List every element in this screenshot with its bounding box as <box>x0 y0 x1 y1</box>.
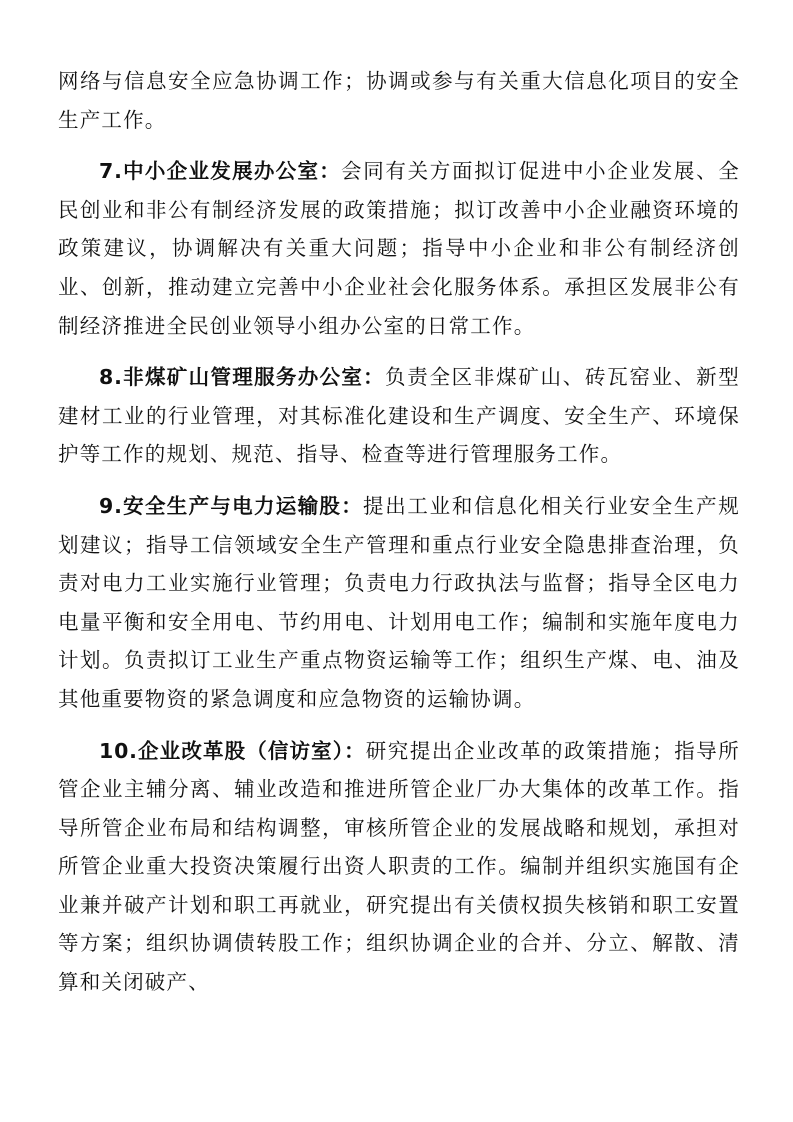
section-enterprise-reform <box>58 732 740 1002</box>
section-safety-power-transport <box>58 487 740 719</box>
section-body: 负责全区非煤矿山、砖瓦窑业、新型建材工业的行业管理，对其标准化建设和生产调度、安全生产、环境保护等工作的规划、规范、指导、检查等进行管理服务工作。 <box>58 365 740 467</box>
document-body <box>58 62 740 1015</box>
section-sme-office <box>58 152 740 345</box>
section-non-coal-mining-office <box>58 358 740 474</box>
section-title: 10.企业改革股（信访室）： <box>99 738 366 763</box>
section-title: 9.安全生产与电力运输股： <box>99 493 364 518</box>
section-title: 8.非煤矿山管理服务办公室： <box>99 365 385 390</box>
section-title: 7.中小企业发展办公室： <box>99 159 342 184</box>
section-body: 提出工业和信息化相关行业安全生产规划建议；指导工信领域安全生产管理和重点行业安全隐患排查治理，负责对电力工业实施行业管理；负责电力行政执法与监督；指导全区电力电量平衡和安全用电、节约用电、计划用电工作；编制和实施年度电力计划。负责拟订工业生产重点物资运输等工作；组织生产煤、电、油及其他重要物资的紧急调度和应急物资的运输协调。 <box>58 493 740 711</box>
section-body: 研究提出企业改革的政策措施；指导所管企业主辅分离、辅业改造和推进所管企业厂办大集体的改革工作。指导所管企业布局和结构调整，审核所管企业的发展战略和规划，承担对所管企业重大投资决策履行出资人职责的工作。编制并组织实施国有企业兼并破产计划和职工再就业，研究提出有关债权损失核销和职工安置等方案；组织协调债转股工作；组织协调企业的合并、分立、解散、清算和关闭破产、 <box>58 738 740 995</box>
section-body: 会同有关方面拟订促进中小企业发展、全民创业和非公有制经济发展的政策措施；拟订改善中小企业融资环境的政策建议，协调解决有关重大问题；指导中小企业和非公有制经济创业、创新，推动建立完善中小企业社会化服务体系。承担区发展非公有制经济推进全民创业领导小组办公室的日常工作。 <box>58 159 740 338</box>
intro-paragraph: 网络与信息安全应急协调工作；协调或参与有关重大信息化项目的安全生产工作。 <box>58 69 740 132</box>
